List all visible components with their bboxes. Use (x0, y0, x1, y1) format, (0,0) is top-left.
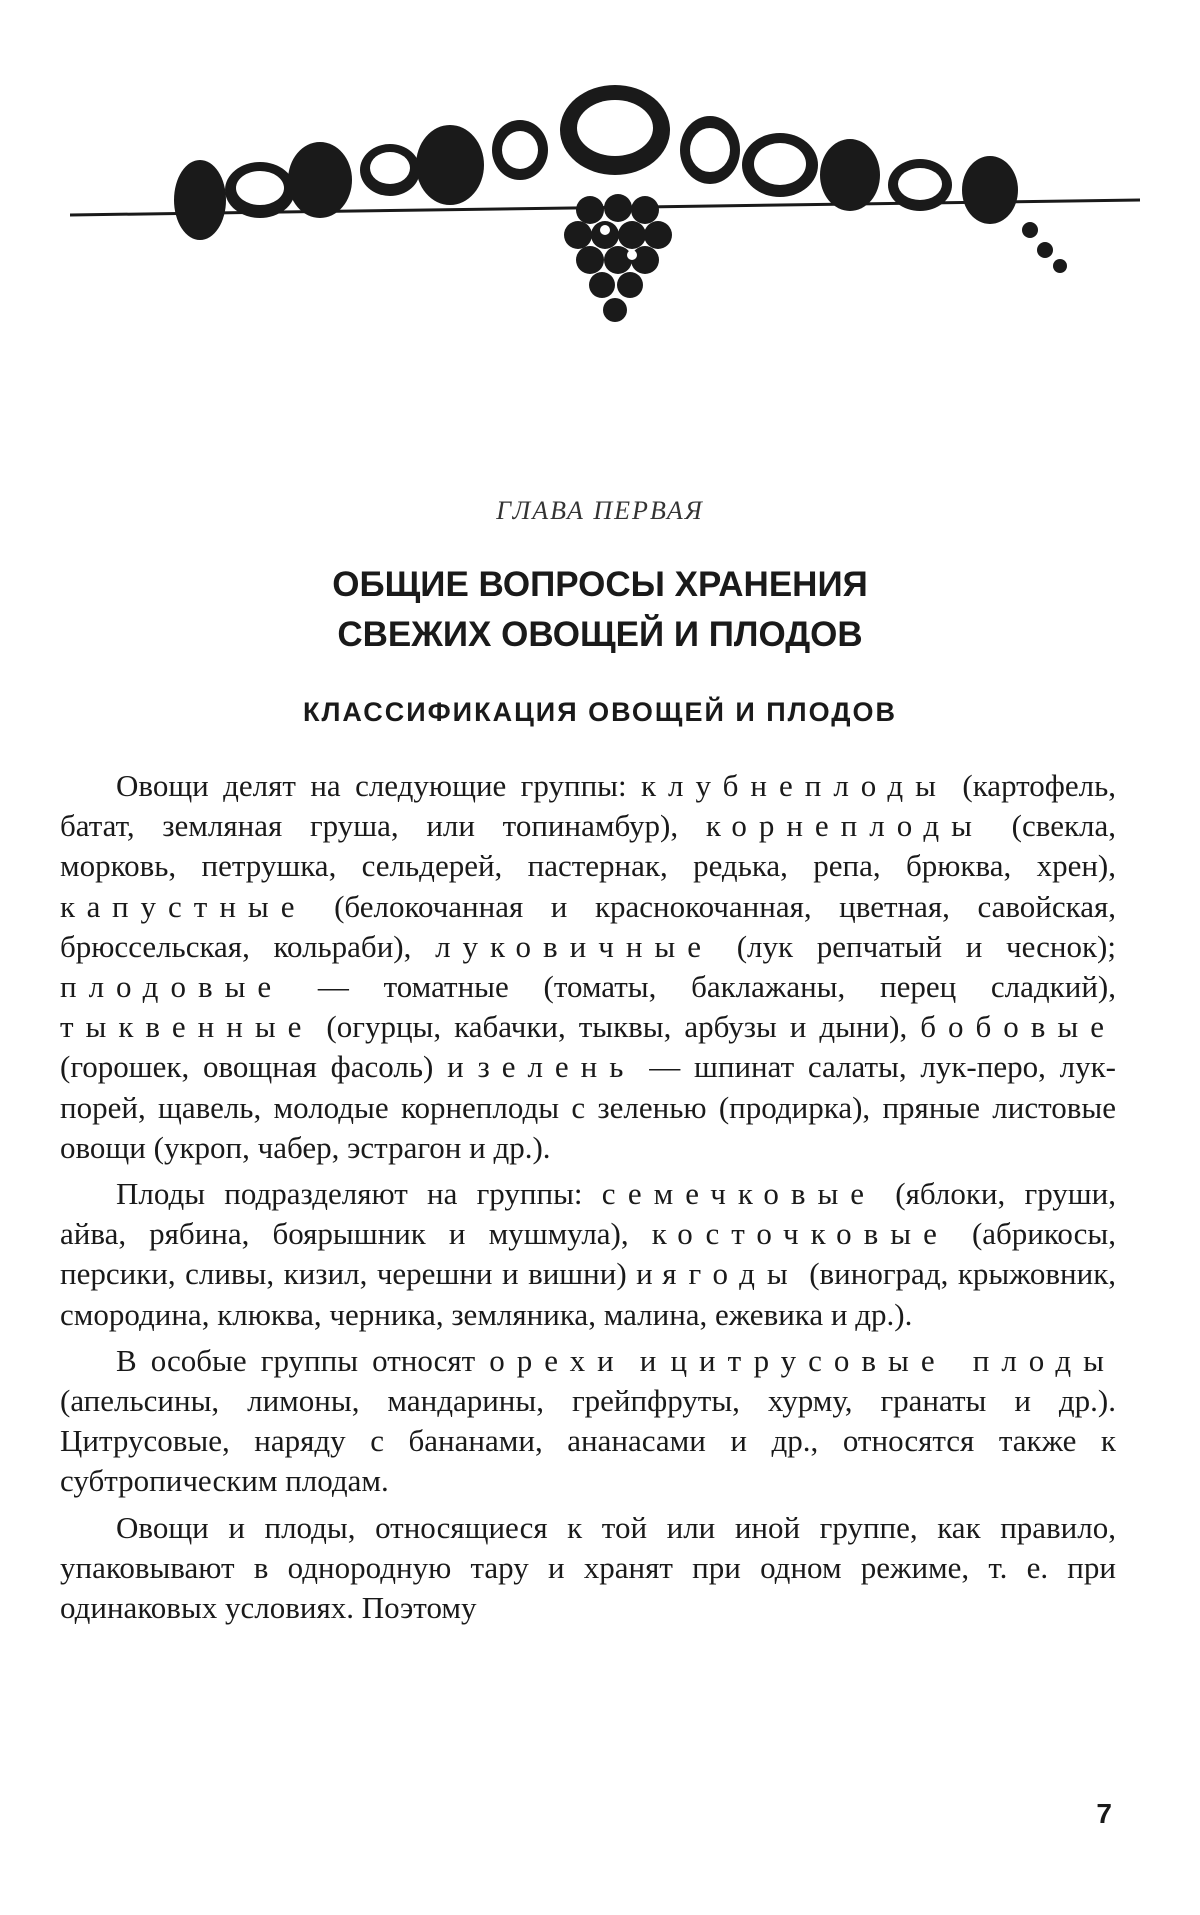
text-span: (свекла, морковь, петрушка, сельдерей, пастернак, редька, репа, брюква, хрен), (60, 808, 1116, 884)
spaced-term: бобовые (920, 1009, 1116, 1045)
text-span: (огурцы, кабачки, тыквы, арбузы и дыни), (313, 1009, 921, 1045)
section-title: КЛАССИФИКАЦИЯ ОВОЩЕЙ И ПЛОДОВ (302, 697, 898, 727)
text-span: (апельсины, лимоны, мандарины, грейпфруты, хурму, гранаты и др.). Цитрусовые, наряду с бананами, ананасами и др., относятся также к субтропическим плодам. (60, 1383, 1116, 1499)
spaced-term: ягоды (662, 1256, 800, 1292)
spaced-term: цитрусовые плоды (670, 1342, 1116, 1378)
text-span: Овощи делят на следующие группы: (116, 768, 641, 803)
spaced-term: косточковые (651, 1216, 949, 1252)
text-span: (белокочанная и краснокочанная, цветная, савойская, брюссельская, кольраби), (60, 888, 1116, 964)
body-text (60, 766, 1116, 1634)
spaced-term: семечковые (601, 1176, 877, 1212)
chapter-label: ГЛАВА ПЕРВАЯ (496, 496, 704, 525)
paragraph-storage (60, 1508, 1116, 1629)
spaced-term: клубнеплоды (641, 768, 949, 803)
paragraph-fruit-groups (60, 1174, 1116, 1335)
text-span: (лук репчатый и чеснок); (713, 928, 1116, 964)
text-span: — шпинат салаты, лук-перо, лук-порей, щавель, молодые корнеплоды с зеленью (продирка), пряные листовые овощи (укроп, чабер, эстрагон и др.). (60, 1049, 1116, 1165)
chapter-title-line-1: ОБЩИЕ ВОПРОСЫ ХРАНЕНИЯ (332, 565, 868, 604)
text-span: (горошек, овощная фасоль) и (60, 1049, 478, 1085)
spaced-term: тыквенные (60, 1009, 314, 1045)
spaced-term: капустные (60, 888, 307, 924)
text-span: (яблоки, груши, айва, рябина, боярышник и мушмула), (60, 1176, 1116, 1252)
spaced-term: орехи (489, 1342, 626, 1378)
paragraph-special-groups (60, 1341, 1116, 1502)
chapter-title (0, 560, 1200, 660)
spaced-term: плодовые (60, 969, 284, 1005)
fruit-garland-icon (70, 70, 1150, 340)
spaced-term: луковичные (435, 928, 714, 964)
text-span: Плоды подразделяют на группы: (116, 1176, 602, 1212)
text-span: (абрикосы, персики, сливы, кизил, черешни и вишни) и (60, 1216, 1116, 1292)
paragraph-vegetable-groups (60, 766, 1116, 1168)
page-number: 7 (1096, 1798, 1112, 1829)
spaced-term: корнеплоды (705, 808, 984, 844)
text-span: (картофель, батат, земляная груша, или топинамбур), (60, 768, 1117, 844)
text-span: Овощи и плоды, относящиеся к той или иной группе, как правило, упаковывают в однородную тару и хранят при одном режиме, т. е. при одинаковых условиях. Поэтому (60, 1509, 1116, 1626)
text-span: В особые группы относят (116, 1342, 490, 1378)
text-span: (виноград, крыжовник, смородина, клюква, черника, земляника, малина, ежевика и др.). (60, 1256, 1116, 1332)
text-span: и (625, 1342, 671, 1378)
text-span: — томатные (томаты, баклажаны, перец сладкий), (283, 969, 1116, 1005)
spaced-term: зелень (477, 1049, 636, 1085)
chapter-title-line-2: СВЕЖИХ ОВОЩЕЙ И ПЛОДОВ (337, 615, 863, 654)
